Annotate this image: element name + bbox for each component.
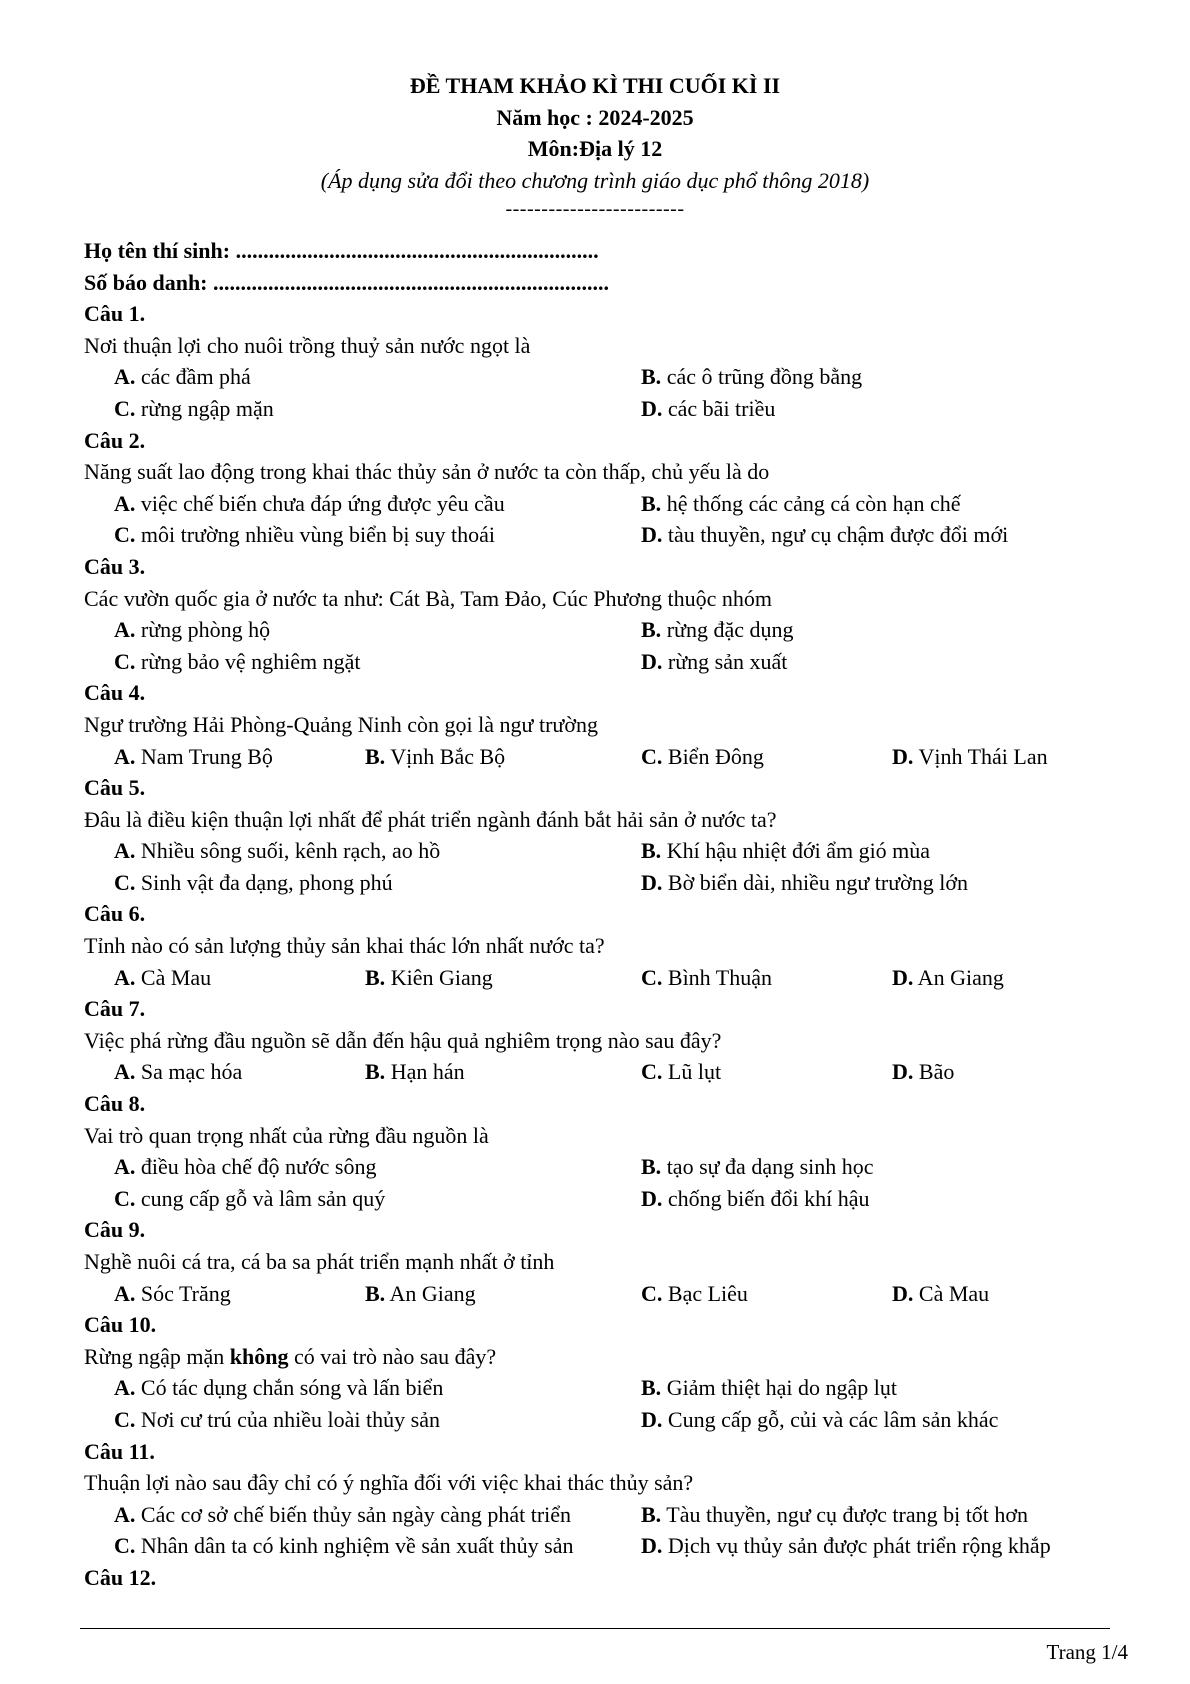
options-row	[84, 741, 1124, 773]
option-text: cung cấp gỗ và lâm sản quý	[135, 1185, 386, 1211]
answer-option[interactable]	[641, 1056, 721, 1088]
question-block	[84, 425, 1124, 551]
option-key: B.	[641, 617, 662, 643]
option-key: B.	[365, 1280, 386, 1306]
answer-option[interactable]	[641, 835, 930, 867]
answer-option[interactable]	[641, 741, 764, 773]
option-text: Kiên Giang	[385, 964, 493, 990]
question-stem: Tỉnh nào có sản lượng thủy sản khai thác lớn nhất nước ta?	[84, 933, 605, 959]
option-text: Cà Mau	[913, 1280, 990, 1306]
option-text: điều hòa chế độ nước sông	[135, 1154, 377, 1180]
option-key: C.	[114, 1533, 136, 1559]
options-row	[84, 1530, 1124, 1562]
question-number: Câu 3.	[84, 553, 146, 579]
answer-option[interactable]	[641, 1151, 874, 1183]
options-row	[84, 1151, 1124, 1183]
answer-option[interactable]	[641, 1530, 1051, 1562]
option-key: A.	[114, 1280, 136, 1306]
options-row	[84, 835, 1124, 867]
question-block	[84, 1309, 1124, 1435]
answer-option[interactable]	[641, 962, 772, 994]
question-block	[84, 1214, 1124, 1309]
option-text: Tàu thuyền, ngư cụ được trang bị tốt hơn	[661, 1501, 1029, 1527]
option-text: chống biến đổi khí hậu	[662, 1185, 870, 1211]
options-row	[84, 1056, 1124, 1088]
option-text: Nam Trung Bộ	[135, 743, 273, 769]
option-text: Cung cấp gỗ, củi và các lâm sản khác	[662, 1406, 999, 1432]
option-key: D.	[892, 743, 914, 769]
question-number: Câu 10.	[84, 1312, 157, 1338]
answer-option[interactable]	[641, 646, 787, 678]
option-key: A.	[114, 617, 136, 643]
option-key: A.	[114, 490, 136, 516]
option-text: Bờ biển dài, nhiều ngư trường lớn	[662, 869, 968, 895]
answer-option[interactable]	[641, 393, 775, 425]
option-text: việc chế biến chưa đáp ứng được yêu cầu	[135, 490, 505, 516]
option-key: D.	[892, 964, 914, 990]
answer-option[interactable]	[365, 1278, 476, 1310]
answer-option[interactable]	[114, 488, 505, 520]
question-stem: Đâu là điều kiện thuận lợi nhất để phát triển ngành đánh bắt hải sản ở nước ta?	[84, 806, 777, 832]
option-text: Nhân dân ta có kinh nghiệm về sản xuất thủy sản	[135, 1533, 574, 1559]
option-text: Bão	[913, 1059, 955, 1085]
answer-option[interactable]	[365, 1056, 465, 1088]
option-text: Nơi cư trú của nhiều loài thủy sản	[135, 1406, 440, 1432]
option-key: D.	[641, 1185, 663, 1211]
option-key: A.	[114, 364, 136, 390]
answer-option[interactable]	[114, 1278, 231, 1310]
answer-option[interactable]	[114, 519, 495, 551]
option-key: B.	[641, 1375, 662, 1401]
question-block	[84, 298, 1124, 424]
student-id-field: Số báo danh: ........................................................................	[84, 269, 610, 295]
option-key: B.	[641, 490, 662, 516]
question-block	[84, 1088, 1124, 1214]
option-text: môi trường nhiều vùng biển bị suy thoái	[135, 522, 496, 548]
option-key: A.	[114, 1059, 136, 1085]
option-text: Có tác dụng chắn sóng và lấn biển	[135, 1375, 444, 1401]
answer-option[interactable]	[114, 646, 361, 678]
option-text: Giảm thiệt hại do ngập lụt	[661, 1375, 898, 1401]
question-stem: Ngư trường Hải Phòng-Quảng Ninh còn gọi là ngư trường	[84, 711, 598, 737]
option-text: Sa mạc hóa	[135, 1059, 243, 1085]
student-name-field: Họ tên thí sinh: ..................................................................	[84, 238, 599, 263]
options-row	[84, 361, 1124, 393]
answer-option[interactable]	[114, 361, 251, 393]
question-number: Câu 5.	[84, 775, 146, 801]
option-key: D.	[641, 1406, 663, 1432]
answer-option[interactable]	[641, 488, 960, 520]
option-text: hệ thống các cảng cá còn hạn chế	[661, 490, 961, 516]
curriculum-note: (Áp dụng sửa đổi theo chương trình giáo dục phổ thông 2018)	[320, 167, 870, 193]
subject: Môn:Địa lý 12	[527, 136, 663, 161]
option-key: D.	[641, 869, 663, 895]
option-key: C.	[641, 1059, 663, 1085]
footer-rule	[80, 1628, 1110, 1629]
option-key: C.	[114, 1406, 136, 1432]
question-number: Câu 7.	[84, 996, 146, 1022]
option-key: C.	[114, 522, 136, 548]
option-key: A.	[114, 1154, 136, 1180]
question-number: Câu 1.	[84, 301, 146, 327]
option-key: C.	[641, 964, 663, 990]
option-text: tàu thuyền, ngư cụ chậm được đổi mới	[662, 522, 1009, 548]
option-text: Vịnh Thái Lan	[913, 743, 1048, 769]
question-block	[84, 772, 1124, 898]
question-block	[84, 677, 1124, 772]
answer-option[interactable]	[641, 1499, 1028, 1531]
question-list	[84, 298, 1124, 1593]
option-key: C.	[641, 743, 663, 769]
option-key: A.	[114, 1375, 136, 1401]
option-text: Khí hậu nhiệt đới ẩm gió mùa	[661, 838, 931, 864]
option-key: D.	[641, 395, 663, 421]
option-text: các ô trũng đồng bằng	[661, 364, 863, 390]
option-text: Cà Mau	[135, 964, 212, 990]
page-number: Trang 1/4	[1046, 1640, 1128, 1664]
option-text: tạo sự đa dạng sinh học	[661, 1154, 874, 1180]
option-key: B.	[641, 1501, 662, 1527]
exam-title: ĐỀ THAM KHẢO KÌ THI CUỐI KÌ II	[409, 73, 781, 98]
question-number: Câu 12.	[84, 1564, 157, 1590]
question-number: Câu 4.	[84, 680, 146, 706]
question-stem: Nghề nuôi cá tra, cá ba sa phát triển mạnh nhất ở tỉnh	[84, 1249, 555, 1274]
header-divider: -------------------------	[505, 198, 685, 220]
option-key: C.	[114, 869, 136, 895]
question-stem: Năng suất lao động trong khai thác thủy sản ở nước ta còn thấp, chủ yếu là do	[84, 459, 770, 485]
answer-option[interactable]	[114, 1404, 440, 1436]
option-key: B.	[641, 838, 662, 864]
option-text: rừng ngập mặn	[135, 395, 274, 421]
answer-option[interactable]	[641, 1183, 870, 1215]
option-key: B.	[641, 1154, 662, 1180]
option-key: D.	[641, 648, 663, 674]
option-key: A.	[114, 1501, 136, 1527]
option-key: B.	[365, 964, 386, 990]
options-row	[84, 1183, 1124, 1215]
answer-option[interactable]	[114, 1530, 573, 1562]
option-key: C.	[114, 648, 136, 674]
question-stem-part: Rừng ngập mặn	[84, 1343, 230, 1369]
answer-option[interactable]	[641, 361, 862, 393]
school-year: Năm học : 2024-2025	[496, 104, 694, 130]
answer-option[interactable]	[114, 1183, 385, 1215]
question-number: Câu 6.	[84, 901, 146, 927]
question-block	[84, 1436, 1124, 1562]
answer-option[interactable]	[365, 741, 505, 773]
question-number: Câu 9.	[84, 1217, 146, 1243]
option-key: A.	[114, 838, 136, 864]
answer-option[interactable]	[114, 1056, 242, 1088]
question-stem: Vai trò quan trọng nhất của rừng đầu nguồn là	[84, 1122, 489, 1148]
answer-option[interactable]	[114, 614, 270, 646]
answer-option[interactable]	[114, 393, 274, 425]
answer-option[interactable]	[114, 1499, 571, 1531]
options-row	[84, 646, 1124, 678]
option-text: rừng đặc dụng	[661, 617, 794, 643]
option-text: Bình Thuận	[662, 964, 772, 990]
option-key: D.	[892, 1059, 914, 1085]
question-block	[84, 993, 1124, 1088]
options-row	[84, 488, 1124, 520]
answer-option[interactable]	[641, 519, 1008, 551]
question-number: Câu 8.	[84, 1091, 146, 1117]
options-row	[84, 519, 1124, 551]
answer-option[interactable]	[892, 741, 1048, 773]
option-text: Biển Đông	[662, 743, 764, 769]
option-text: An Giang	[385, 1280, 476, 1306]
option-text: rừng sản xuất	[662, 648, 788, 674]
answer-option[interactable]	[114, 1151, 376, 1183]
option-text: Nhiều sông suối, kênh rạch, ao hồ	[135, 838, 441, 864]
question-stem: Thuận lợi nào sau đây chỉ có ý nghĩa đối với việc khai thác thủy sản?	[84, 1470, 694, 1496]
answer-option[interactable]	[641, 614, 793, 646]
answer-option[interactable]	[114, 741, 273, 773]
question-stem	[84, 1341, 1124, 1373]
option-key: D.	[641, 1533, 663, 1559]
options-row	[84, 1404, 1124, 1436]
question-stem-emphasis: không	[229, 1343, 289, 1369]
question-stem: Việc phá rừng đầu nguồn sẽ dẫn đến hậu quả nghiêm trọng nào sau đây?	[84, 1027, 722, 1053]
option-text: Dịch vụ thủy sản được phát triển rộng khắp	[662, 1533, 1051, 1559]
answer-option[interactable]	[892, 1278, 989, 1310]
answer-option[interactable]	[641, 1404, 998, 1436]
option-key: B.	[641, 364, 662, 390]
option-text: Bạc Liêu	[662, 1280, 748, 1306]
options-row	[84, 614, 1124, 646]
option-key: D.	[892, 1280, 914, 1306]
options-row	[84, 393, 1124, 425]
option-text: Hạn hán	[385, 1059, 465, 1085]
option-text: Vịnh Bắc Bộ	[385, 743, 506, 769]
option-text: các đầm phá	[135, 364, 251, 390]
answer-option[interactable]	[365, 962, 493, 994]
options-row	[84, 867, 1124, 899]
question-stem: Các vườn quốc gia ở nước ta như: Cát Bà, Tam Đảo, Cúc Phương thuộc nhóm	[84, 585, 773, 611]
option-text: Các cơ sở chế biến thủy sản ngày càng phát triển	[135, 1501, 572, 1527]
option-text: Sóc Trăng	[135, 1280, 231, 1306]
question-block	[84, 551, 1124, 677]
answer-option[interactable]	[114, 867, 393, 899]
question-stem: Nơi thuận lợi cho nuôi trồng thuỷ sản nước ngọt là	[84, 332, 531, 358]
option-key: B.	[365, 743, 386, 769]
option-key: C.	[641, 1280, 663, 1306]
question-block	[84, 1562, 1124, 1594]
option-key: B.	[365, 1059, 386, 1085]
answer-option[interactable]	[114, 962, 211, 994]
option-text: An Giang	[913, 964, 1004, 990]
options-row	[84, 962, 1124, 994]
option-key: A.	[114, 743, 136, 769]
option-key: C.	[114, 1185, 136, 1211]
option-text: rừng phòng hộ	[135, 617, 271, 643]
question-number: Câu 2.	[84, 427, 146, 453]
answer-option[interactable]	[114, 835, 440, 867]
answer-option[interactable]	[641, 1372, 897, 1404]
options-row	[84, 1372, 1124, 1404]
option-text: các bãi triều	[662, 395, 776, 421]
exam-header	[0, 70, 1190, 222]
answer-option[interactable]	[641, 1278, 748, 1310]
option-text: Lũ lụt	[662, 1059, 722, 1085]
options-row	[84, 1278, 1124, 1310]
question-stem-part: có vai trò nào sau đây?	[288, 1343, 497, 1369]
option-key: A.	[114, 964, 136, 990]
option-key: D.	[641, 522, 663, 548]
answer-option[interactable]	[892, 962, 1004, 994]
exam-content	[84, 235, 1124, 1594]
answer-option[interactable]	[892, 1056, 954, 1088]
option-text: Sinh vật đa dạng, phong phú	[135, 869, 393, 895]
option-text: rừng bảo vệ nghiêm ngặt	[135, 648, 361, 674]
answer-option[interactable]	[114, 1372, 443, 1404]
question-block	[84, 898, 1124, 993]
options-row	[84, 1499, 1124, 1531]
question-number: Câu 11.	[84, 1438, 155, 1464]
option-key: C.	[114, 395, 136, 421]
answer-option[interactable]	[641, 867, 968, 899]
